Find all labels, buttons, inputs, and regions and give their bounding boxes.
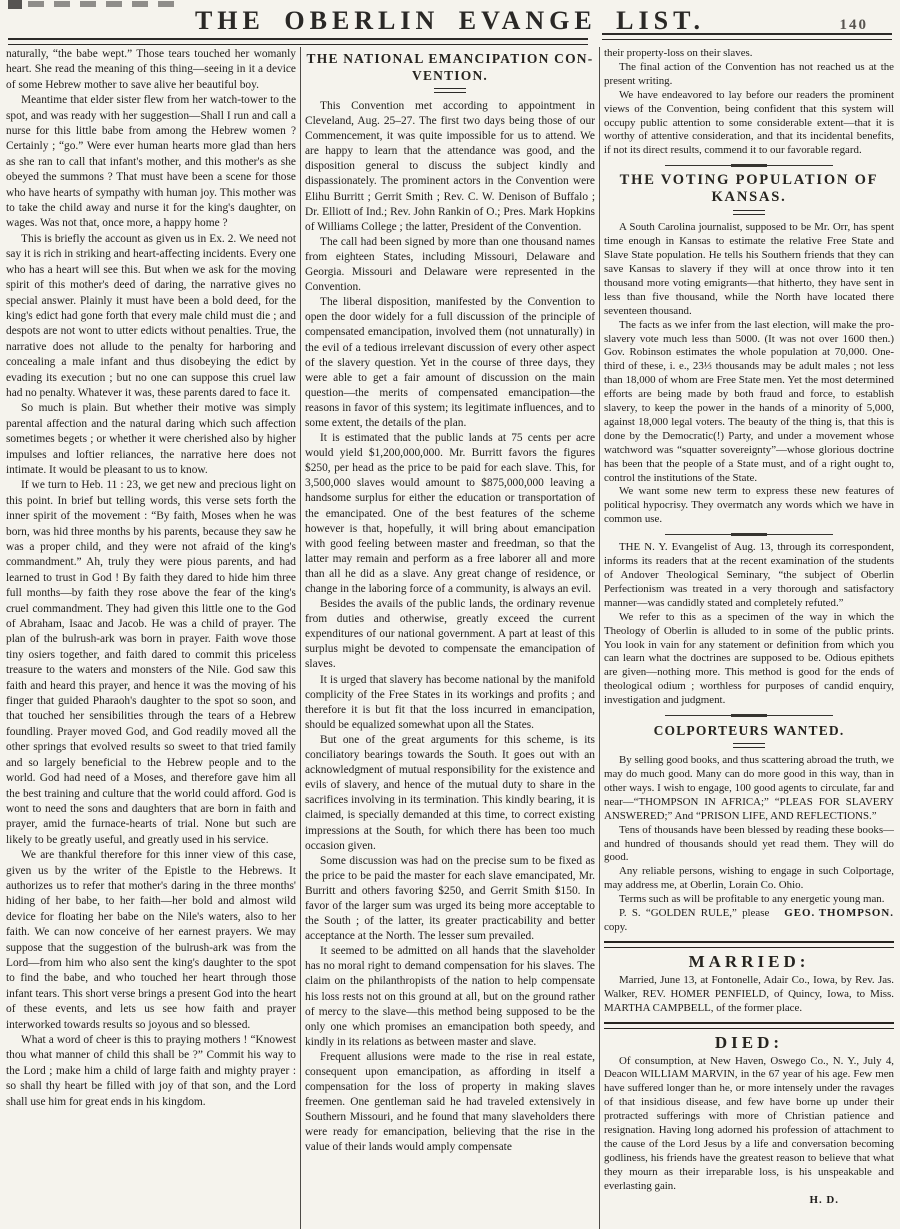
article-paragraph: But one of the great arguments for this scheme, is its conciliatory bearings towards the South. It goes out with an acknowledgment of mutual responsibility for the existence and evils of slavery, and hence of the mutual duty to share in the sacrifices involving in its termination. This kindly bearing, it is claimed, is specially demanded at this time, to correct existing impressions at the South, for which there has been too much occasion given. [305,733,595,852]
article-headline: COLPORTEURS WANTED. [653,723,845,739]
masthead-rule [602,33,892,40]
article-paragraph: The call had been signed by more than one thousand names from eighteen States, including Missouri, Delaware and Georgia. Missouri and Delaware were represented in the Convention. [305,235,595,294]
column-2 [305,47,595,1229]
masthead-rule [8,38,588,45]
section-divider [665,533,833,536]
signature: GEO. THOMPSON. [784,907,894,920]
article-paragraph: Meantime that elder sister flew from her watch-tower to the spot, and was ready with her suggestion—Shall I run and call a nurse for this little babe from among the Hebrew women ? Certainly ; “go.” Were ever human hearts more glad than hers as she ran to call that infant's mother, and this mother's as she obeyed the summons ? That must have been a scene for those who have hearts of sympathy with human joy. This mother was to take the child away and nurse it for the king's daughter, on wages. Was not that, once more, a happy home ? [6,94,296,230]
column-layout [6,47,894,1229]
article-paragraph: Frequent allusions were made to the rise in real estate, consequent upon emancipation, as affording in itself a compensation for the loss of property in making slaves freemen. One gentleman said he had traveled extensively in Southern Missouri, and he found that many slaveholders there were ready for emancipation, believing that the rise in the value of their lands would amply compensate [305,1050,595,1154]
double-rule [604,1022,894,1029]
article-paragraph: This is briefly the account as given us in Ex. 2. We need not say it is rich in striking and heart-affecting incidents. Every one who has a heart will see this. But when we ask for the moving spirit of this mother's deed of daring, the narrative gives no special answer. Plainly it must have been a bold deed, for the king's edict had gone forth that every male child must die ; and despots are not wont to utter edicts without penalties. True, the narrative does not allude to the penalty for harboring and concealing a male infant and thus disobeying the edict by evading its execution ; but no one can suppose this cruel law had no penalty. Whatever it was, these parents dared to face it. [6,232,296,399]
article-paragraph: By selling good books, and thus scattering abroad the truth, we may do much good. Many can do more good in this way, than in other ways. I wish to engage, 100 good agents to circulate, far and near—“THOMPSON IN AFRICA;” “PLEAS FOR SLAVERY ANSWERED;” And “PRISON LIFE, AND REFLECTIONS.” [604,754,894,822]
article-paragraph: We want some new term to express these new features of political hypocrisy. They overmatch any words which we have in common use. [604,485,894,526]
married-heading: MARRIED: [688,951,810,971]
article-headline [305,50,595,84]
double-rule [604,941,894,948]
headline-line: VENTION. [412,68,488,83]
article-paragraph: Tens of thousands have been blessed by reading these books—and hundred of thousands should yet read them. They will do good. [604,823,894,864]
death-notice: Of consumption, at New Haven, Oswego Co., N. Y., July 4, Deacon WILLIAM MARVIN, in the 67 year of his age. Few men have suffered longer than he, or more intensely under the ravages of that insidious disease, and few have borne up under their protracted sufferings with more of Christian patience and resignation. Having long adorned his profession of attachment to the cause of the Lord Jesus by a life and conversation becoming godliness, his friends have the greatest reason to believe that what they mourn as their irreparable loss, is his unspeakable and everlasting gain. [604,1054,894,1192]
column-divider [599,47,600,1229]
postscript: P. S. “GOLDEN RULE,” please copy. [604,907,770,933]
article-paragraph: their property-loss on their slaves. [604,47,753,59]
headline-rule [733,743,765,748]
marriage-notice: Married, June 13, at Fontonelle, Adair Co., Iowa, by Rev. Jas. Walker, REV. HOMER PENFIELD, of Quincy, Iowa, to Miss. MARTHA CAMPBELL, of the former place. [604,973,894,1014]
article-headline: THE VOTING POPULATION OF KANSAS. [619,172,879,206]
section-divider [665,714,833,717]
article-paragraph: Any reliable persons, wishing to engage in such Colportage, may address me, at Oberlin, Lorain Co. Ohio. [604,865,894,892]
article-paragraph: If we turn to Heb. 11 : 23, we get new and precious light on this point. In brief but telling words, this verse sets forth the inner spirit of the movement : “By faith, Moses when he was born, was hid three months by his parents, because they saw he was a proper child, and they were not afraid of the king's commandment.” Ah, truly they were pious parents, and had learned to trust in God ! By faith they dared to hide him three full months—by faith they rose above the fear of the king's cruel commandment. They had given this little one to the God of Abraham, Isaac and Jacob. He was a child of prayer. The plan of the bulrush-ark was born in prayer. Faith wove those tiny osiers together, and faith dared to commit this priceless treasure to the waters and monsters of the Nile. God saw this faith and heard this prayer, and hence it was the moving of his finger that guided Pharaoh's daughter to the spot so soon, and that touched her sensibilities through the tears of a Hebrew foundling. Prayer moved God, and God readily moved all the other springs that evolved results so sweet to that tried family and so largely beneficial to the Hebrew people and to the world. God had need of a Moses, and therefore gave him all the best training and culture that the world could afford. God is wont to need the sons and daughters that are born in faith and prayer, amid the furnace-hearts of trial. None but such are likely to be greatly useful, and greatly used in his service. [6,479,296,846]
headline-rule [434,88,466,93]
article-paragraph: Some discussion was had on the precise sum to be fixed as the price to be paid the master for each slave emancipated, Mr. Burritt and others favoring $250, and Gerrit Smith $150. In favor of the larger sum was urged its being more acceptable to the South ; of the latter, its greater practicability and better acceptance at the North. The lesser sum prevailed. [305,854,595,943]
article-paragraph: We refer to this as a specimen of the way in which the Theology of Oberlin is alluded to in some of the public prints. You look in vain for any statement or definition from which you can learn what the doctrines are supposed to be. Odious epithets are given—nothing more. This method is good for the ends of theological odium ; worthless for purposes of candid enquiry, investigation and judgment. [604,610,894,707]
article-paragraph: naturally, “the babe wept.” Those tears touched her womanly heart. She read the meaning of this thing—seeing in it a device of some Hebrew mother to save alive her beautiful boy. [6,48,296,91]
column-1 [6,47,296,1229]
article-paragraph: We have endeavored to lay before our readers the prominent views of the Convention, being confident that this system will occupy public attention to some considerable extent—that it is worthy of attentive consideration, and that its incidental benefits, if not its direct results, commend it to our favorable regard. [604,88,894,157]
article-paragraph: So much is plain. But whether their motive was simply parental affection and the natural daring which such affection sometimes begets ; or whether it were cherished also by higher impulses and loftier reliances, the narrative here does not intimate. It would be pleasant to us to know. [6,402,296,476]
article-paragraph: What a word of cheer is this to praying mothers ! “Knowest thou what manner of child this shall be ?” Commit his way to the Lord ; make him a child of large faith and mighty prayer : so shall thy heart be filled with joy of that son, and the Lord shall use him for great ends in his kingdom. [6,1034,296,1108]
article-paragraph: The facts as we infer from the last election, will make the pro-slavery vote much less than 5000. (It was not over 1600 then.) Gov. Robinson estimates the whole population at 70,000. One-third of these, i. e., 23⅓ thousands may be adult males ; not less than 18,000 of whom are Free State men. Yet the most determined efforts are being made by both fraud and force, to establish slavery, to keep the power in the hands of a minority of 5,000, against 18,000 legal voters. The beauty of the thing is, that this is done by the Democratic(!) Party, and under a movement whose watchword was “squatter sovereignty”—whose glorious doctrine has been that the people of a State must, and of a right ought to, control the institutions of the State. [604,318,894,484]
headline-line: THE NATIONAL EMANCIPATION CON- [306,51,594,66]
article-paragraph: A South Carolina journalist, supposed to be Mr. Orr, has spent time enough in Kansas to estimate the relative Free State and Slave State population. He tells his Southern friends that they can save Kansas to slavery if they will at once throw into it ten thousand more voting emigrants—that hitherto, they have sent in less than five thousand, while the North have located there seventeen thousand. [604,221,894,317]
section-divider [665,164,833,167]
article-paragraph: It is estimated that the public lands at 75 cents per acre would yield $1,200,000,000. Mr. Burritt favors the figures $250, per head as the price to be paid for each slave. This, for 3,500,000 slaves would amount to $875,000,000 leaving a handsome surplus for either the education or transportation of the emancipated. One of the best features of the scheme however is that, hopefully, it will bring about emancipation with good feeling between master and freedman, so that the latter may remain and perform as a free laborer all and more than all he did as a slave. Any great change of residence, or change in the laboring force of a community, is always an evil. [305,432,595,595]
died-heading: DIED: [714,1032,784,1052]
masthead-title: THE OBERLIN EVANGE LIST. [194,6,706,35]
article-paragraph: The final action of the Convention has not reached us at the present writing. [604,60,894,87]
terms-text: Terms such as will be profitable to any energetic young man. [619,893,885,906]
headline-rule [733,210,765,215]
article-paragraph: Besides the avails of the public lands, the ordinary revenue from duties and otherwise, greatly exceed the current expenditures of our national government. A part at least of this surplus might be devoted to compensate the emancipation of slaves. [305,598,595,671]
column-divider [300,47,301,1229]
article-paragraph: This Convention met according to appointment in Cleveland, Aug. 25–27. The first two days being those of our Commencement, it was quite impossible for us to attend. We are happy to learn that the attendance was good, and the disposition general to discuss the subject kindly and dispassionately. The prominent actors in the Convention were Elihu Burritt ; Gerrit Smith ; Rev. C. W. Denison of Buffalo ; Dr. Elliott of Ind.; Rev. John Rankin of O.; Pres. Mark Hopkins of Williams College ; the latter, President of the Convention. [305,100,595,233]
page-number: 140 [839,17,868,33]
article-paragraph: It is urged that slavery has become national by the manifold complicity of the Free States in its workings and profits ; and therefore it is but fit that the loss incurred in emancipation, should be equalized somewhat upon all the States. [305,673,595,731]
column-3 [604,47,894,1229]
signature: H. D. [809,1193,839,1206]
article-paragraph: It seemed to be admitted on all hands that the slaveholder has no moral right to demand compensation for his slaves. The claim on the philanthropists of the nation to help compensate his loss rests not on this ground at all, but on the ground rather of mercy to the slave—this method being supposed to be the only one which promises an emancipation both speedy, and kindly in its relations as between master and slave. [305,945,595,1048]
article-paragraph: THE N. Y. Evangelist of Aug. 13, through its correspondent, informs its readers that at the recent examination of the students of Andover Theological Seminary, “the subject of Oberlin Perfectionism was treated in a very thorough and satisfactory manner—was candidly stated and completely refuted.” [604,541,894,609]
article-paragraph: We are thankful therefore for this inner view of this case, given us by the writer of the Epistle to the Hebrews. It authorizes us to refer that mother's daring in the three months' hiding of her babe, to her faith—her bold and almost wild device for floating her babe on the Nile's waters, also to her faith. We can now conceive of her earnest prayers. We may suppose that the suggestion of the bulrush-ark was from the Lord—from him who also sent the king's daughter to the spot to find the babe, and who touched her heart through those infant tears. This short verse brings a present God into the heart of these events, and lets us see how faith and prayer interworked towards results so joyous and so blessed. [6,849,296,1031]
article-paragraph: The liberal disposition, manifested by the Convention to open the door widely for a full discussion of the principle of compensated emancipation, involved them (not unnaturally) in the evil of a tedious irrelevant discussion of every other aspect of the slavery question. Yet in the course of three days, they were able to get a fair amount of discussion on the main question—the merits of compensated emancipation—the reasons in favor of this system; its legitimate influences, and to some extent, the details of the plan. [305,296,595,429]
